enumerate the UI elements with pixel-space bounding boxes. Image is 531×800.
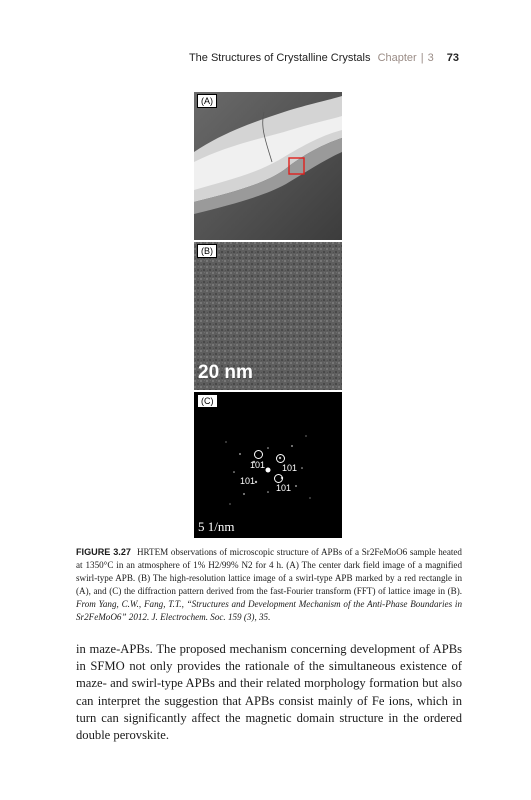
figure-panel-c <box>194 392 342 538</box>
book-title: The Structures of Crystalline Crystals <box>188 52 371 64</box>
dark-field-image <box>194 92 342 240</box>
panel-b-label: (B) <box>197 244 217 258</box>
figure-panel-a <box>194 92 342 240</box>
running-header <box>60 52 459 64</box>
spot-label: 101 <box>240 476 256 486</box>
panel-a-label: (A) <box>197 94 217 108</box>
figure-panel-b <box>194 242 342 390</box>
fft-diffraction-pattern <box>194 392 342 538</box>
spot-label: 101 <box>276 483 292 493</box>
scale-bar-label-c: 5 1/nm <box>198 519 235 534</box>
chapter-number: 3 <box>427 52 434 64</box>
page-number: 73 <box>446 52 459 64</box>
chapter-label: Chapter <box>377 52 417 64</box>
scale-bar-label-b: 20 nm <box>198 362 253 383</box>
caption-text: HRTEM observations of microscopic structure of APBs of a Sr2FeMoO6 sample heated at 1350°C in an atmosphere of 1% H2/99% N2 for 4 h. (A) The center dark field image of a magnified swirl-type APB. (B) The high-resolution lattice image of a swirl-type APB marked by a red rectangle in (A), and (C) the diffraction pattern derived from the fast-Fourier transform (FFT) of lattice image in (B). <box>76 547 462 596</box>
spot-label: 101 <box>282 463 298 473</box>
body-paragraph: in maze-APBs. The proposed mechanism concerning development of APBs in SFMO not only provides the rationale of the simultaneous existence of maze- and swirl-type APBs and their related morphology formation but also can interpret the suggestion that APBs consist mainly of Fe ions, which in turn can significantly affect the magnetic domain structure in the ordered double perovskite. <box>76 642 462 743</box>
figure-caption <box>76 546 462 624</box>
diffraction-spot-ring <box>254 450 263 459</box>
panel-c-label: (C) <box>197 394 218 408</box>
caption-source: From Yang, C.W., Fang, T.T., “Structures and Development Mechanism of the Anti-Phase Boundaries in Sr2FeMoO6” 2012. J. Electrochem. Soc. 159 (3), 35. <box>76 599 462 622</box>
figure-number: FIGURE 3.27 <box>76 547 131 557</box>
header-separator: | <box>420 52 424 64</box>
spot-label: 101 <box>250 460 266 470</box>
diffraction-spot-ring <box>274 474 283 483</box>
diffraction-spot-ring <box>276 454 285 463</box>
